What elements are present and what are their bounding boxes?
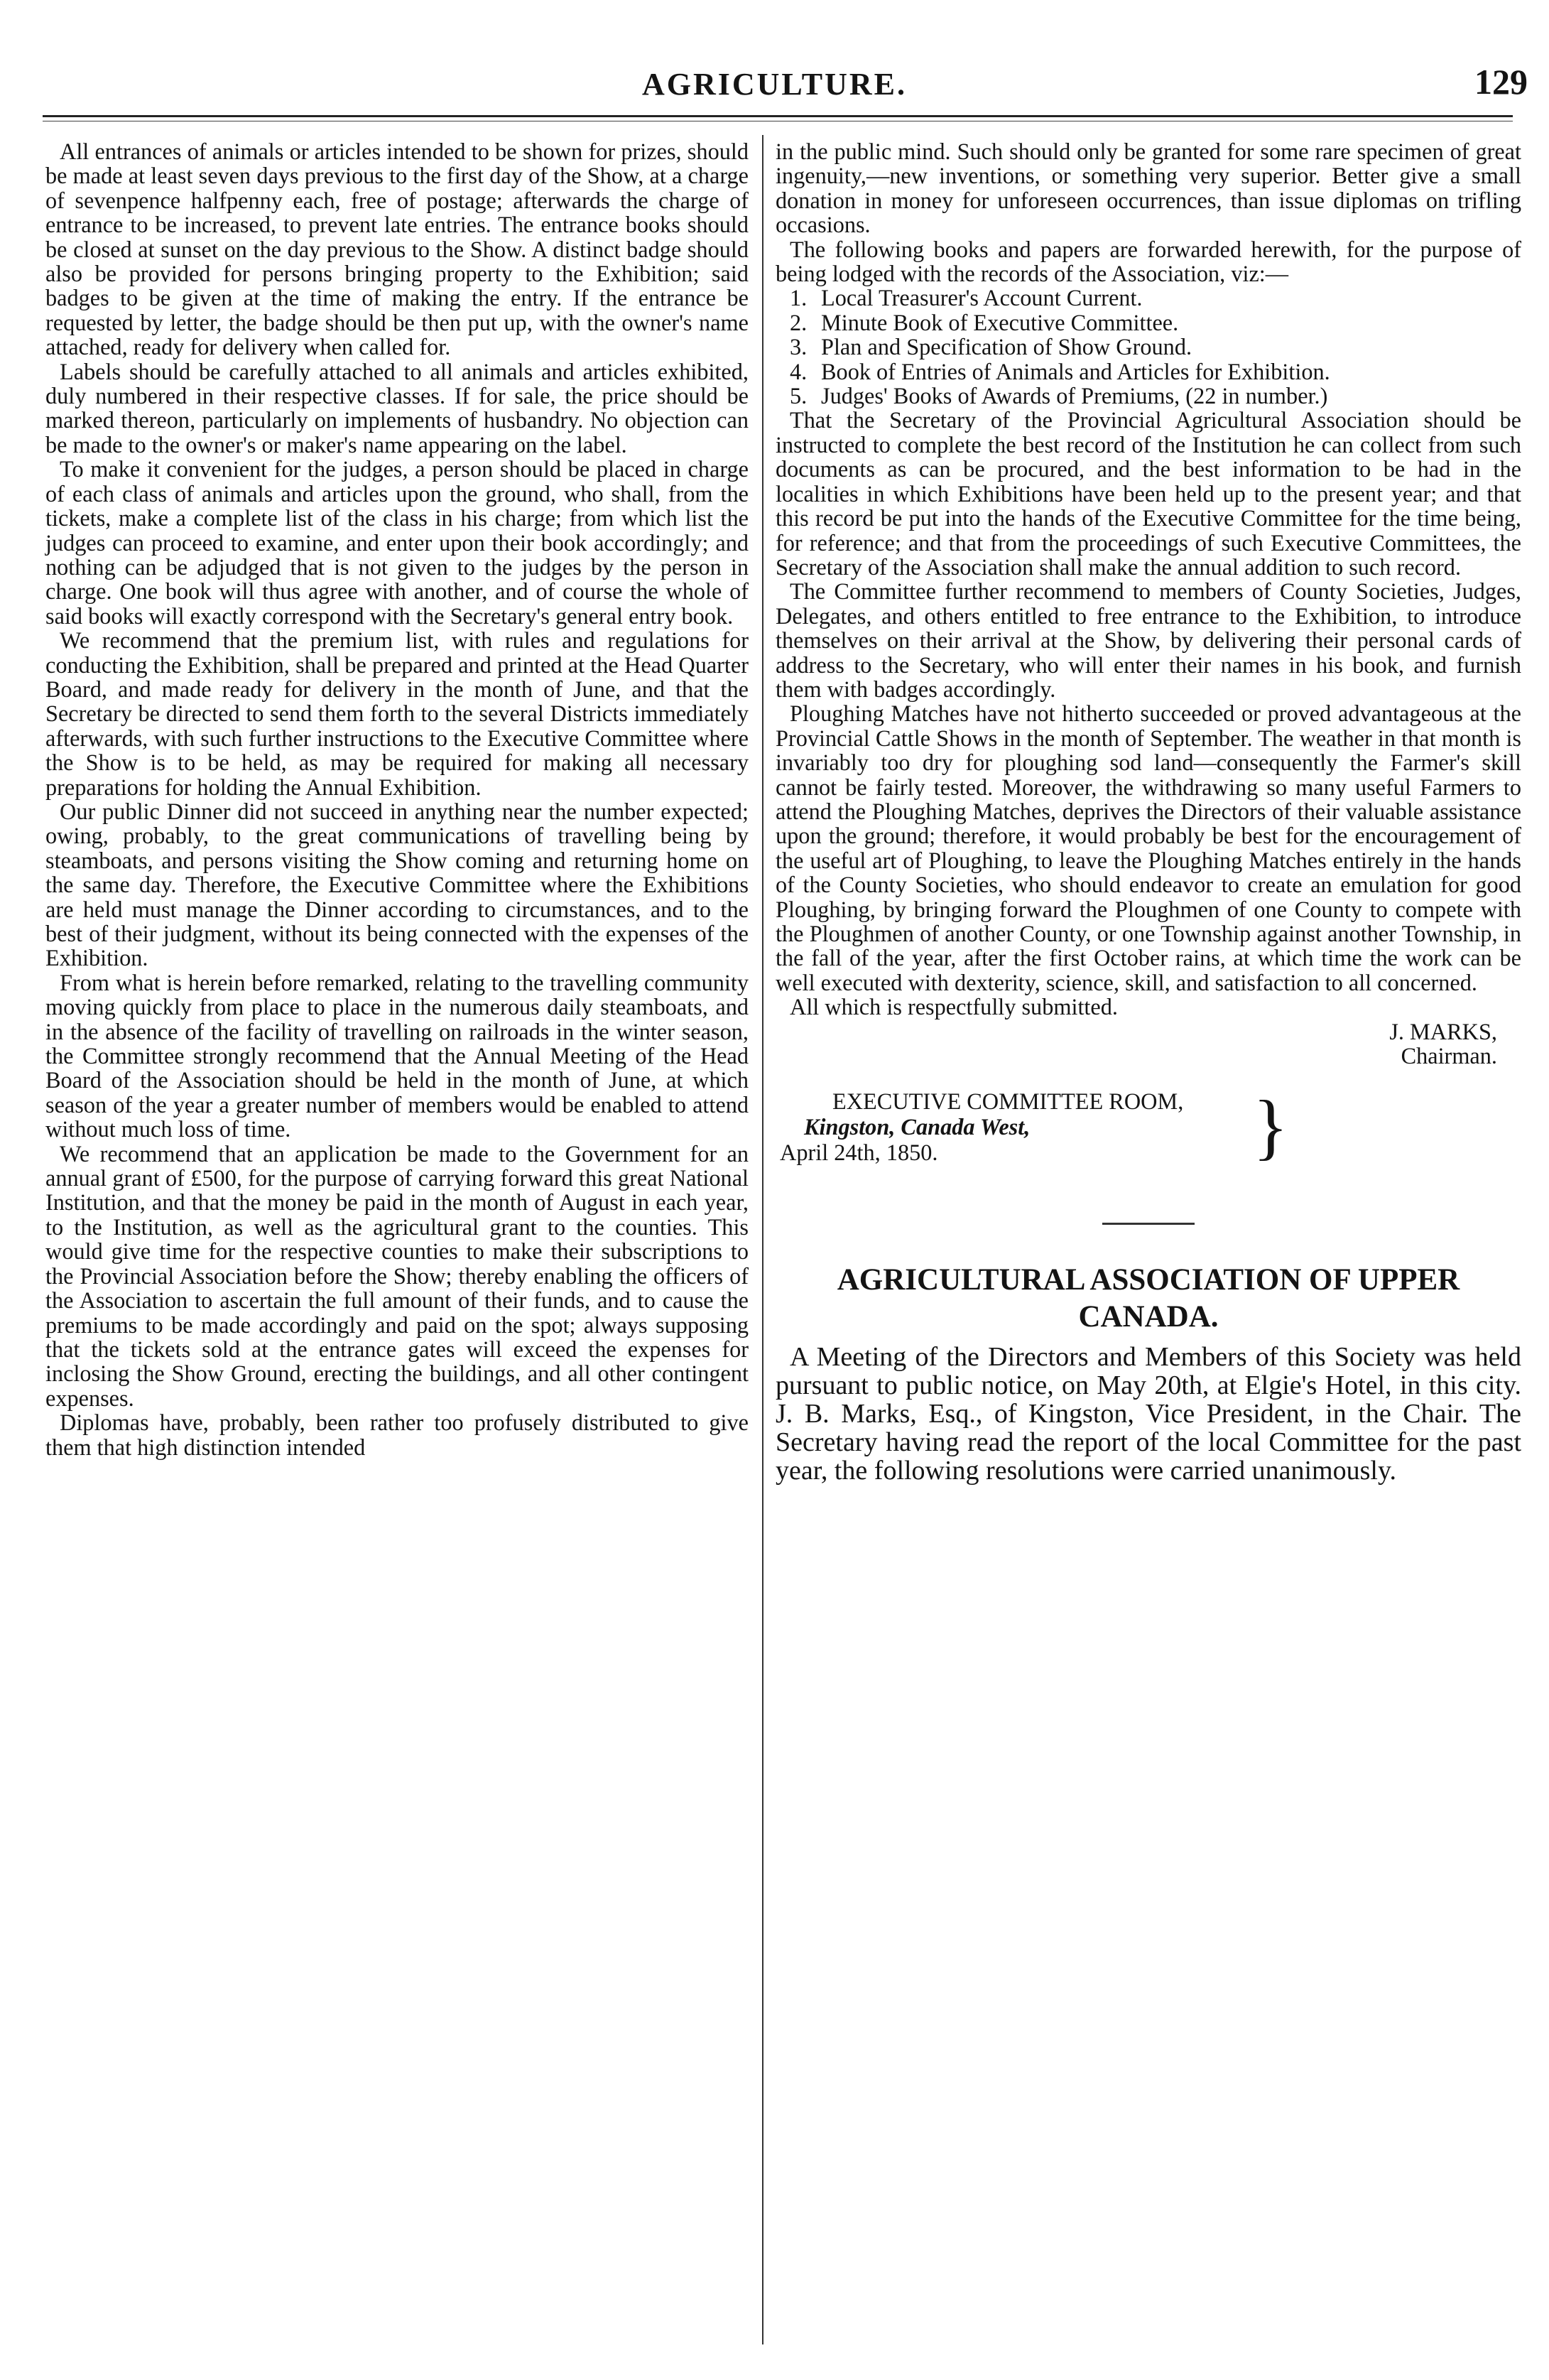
paragraph-secretary-record: That the Secretary of the Provincial Agricultural Association should be instructed to complete the best record of the Institution he can collect from such documents as can be procured, and the best information to be had in the localities in which Exhibitions have been held up to the present year; and that this record be put into the hands of the Executive Committee for the time being, for reference; and that from the proceedings of such Executive Committees, the Secretary of the Association shall make the annual addition to such record. xyxy=(776,407,1521,580)
paragraph-diplomas: Diplomas have, probably, been rather too profusely distributed to give them that high distinction intended xyxy=(45,1410,749,1460)
dateline-room: EXECUTIVE COMMITTEE ROOM, xyxy=(832,1088,1184,1115)
paragraph-books-intro: The following books and papers are forwarded herewith, for the purpose of being lodged with the records of the Association, viz:— xyxy=(776,236,1521,287)
paragraph-submitted: All which is respectfully submitted. xyxy=(790,994,1118,1020)
running-title: AGRICULTURE. xyxy=(641,67,907,102)
dateline-place: Kingston, Canada West, xyxy=(804,1114,1031,1140)
list-item: 1. Local Treasurer's Account Current. xyxy=(790,285,1143,311)
paragraph-premium-list: We recommend that the premium list, with rules and regulations for conducting the Exhibition, shall be prepared and printed at the Head Quarter Board, and made ready for delivery in the month of June, and that the Secretary be directed to send them forth to the several Districts immediately afterwards, with such further instructions to the Executive Committee where the Show is to be held, as may be required for making all necessary preparations for holding the Annual Exhibition. xyxy=(45,627,749,800)
paragraph-annual-meeting: From what is herein before remarked, relating to the travelling community moving quickly from place to place in the numerous daily steamboats, and in the absence of the facility of travelling on railroads in the winter season, the Committee strongly recommend that the Annual Meeting of the Head Board of the Association should be held in the month of June, at which season of the year a greater number of members would be enabled to attend without much loss of time. xyxy=(45,969,749,1142)
left-column xyxy=(45,139,749,1459)
dateline-date: April 24th, 1850. xyxy=(780,1140,938,1166)
paragraph-labels: Labels should be carefully attached to all animals and articles exhibited, duly numbered in their respective classes. If for sale, the price should be marked thereon, particularly on implements of husbandry. No objection can be made to the owner's or maker's name appearing on the label. xyxy=(45,358,749,458)
header-rule-thick xyxy=(43,115,1513,117)
paragraph-judges: To make it convenient for the judges, a person should be placed in charge of each class of animals and articles upon the ground, who shall, from the tickets, make a complete list of the class in his charge; from which list the judges can proceed to examine, and enter upon their book accordingly; and nothing can be adjudged that is not given to the judges by the person in charge. One book will thus agree with another, and of course the whole of said books will exactly correspond with the Secretary's general entry book. xyxy=(45,456,749,629)
column-divider xyxy=(762,135,763,2344)
page-number: 129 xyxy=(1474,62,1528,102)
list-item: 3. Plan and Specification of Show Ground. xyxy=(790,334,1192,360)
paragraph-free-entrance: The Committee further recommend to members of County Societies, Judges, Delegates, and others entitled to free entrance to the Exhibition, to introduce themselves on their arrival at the Show, by delivering their personal cards of address to the Secretary, who will enter their names in his book, and furnish them with badges accordingly. xyxy=(776,578,1521,702)
right-column xyxy=(776,139,1521,1485)
dateline-block xyxy=(776,1086,1521,1168)
signature-title: Chairman. xyxy=(1401,1043,1497,1069)
paragraph-public-dinner: Our public Dinner did not succeed in anything near the number expected; owing, probably, to the great communications of travelling being by steamboats, and persons visiting the Show coming and returning home on the same day. Therefore, the Executive Committee where the Exhibitions are held must manage the Dinner according to circumstances, and to the best of their judgment, without its being connected with the expenses of the Exhibition. xyxy=(45,798,749,971)
section-body xyxy=(776,1343,1521,1485)
signature-name: J. MARKS, xyxy=(1389,1018,1497,1044)
brace-glyph: } xyxy=(1253,1086,1288,1168)
paragraph-entrances: All entrances of animals or articles intended to be shown for prizes, should be made at least seven days previous to the first day of the Show, at a charge of sevenpence halfpenny each, free of postage; afterwards the charge of entrance to be increased, to prevent late entries. The entrance books should be closed at sunset on the day previous to the Show. A distinct badge should also be provided for persons bringing property to the Exhibition; said badges to be given at the time of making the entry. If the entrance be requested by letter, the badge should be then put up, with the owner's name attached, ready for delivery when called for. xyxy=(45,139,749,360)
paragraph-meeting: A Meeting of the Directors and Members of this Society was held pursuant to public notice, on May 20th, at Elgie's Hotel, in this city. J. B. Marks, Esq., of Kingston, Vice President, in the Chair. The Secretary having read the report of the local Committee for the past year, the following resolutions were carried unanimously. xyxy=(776,1342,1521,1486)
paragraph-diplomas-continued: in the public mind. Such should only be granted for some rare specimen of great ingenuity,—new inventions, or something very superior. Better give a small donation in money for unforeseen occurrences, than issue diplomas on trifling occasions. xyxy=(776,139,1521,238)
paragraph-government-grant: We recommend that an application be made to the Government for an annual grant of £500, for the purpose of carrying forward this great National Institution, and that the money be paid in the month of August in each year, to the Institution, as well as the agricultural grant to the counties. This would give time for the respective counties to make their subscriptions to the Provincial Association before the Show; thereby enabling the officers of the Association to ascertain the full amount of their funds, and to cause the premiums to be made accordingly and paid on the spot; always supposing that the tickets sold at the entrance gates will exceed the expenses for inclosing the Show Ground, erecting the buildings, and all other contingent expenses. xyxy=(45,1140,749,1411)
list-item: 4. Book of Entries of Animals and Articles for Exhibition. xyxy=(790,358,1330,384)
records-list xyxy=(776,286,1521,408)
section-heading: AGRICULTURAL ASSOCIATION OF UPPER CANADA. xyxy=(837,1263,1460,1334)
list-item: 5. Judges' Books of Awards of Premiums, (22 in number.) xyxy=(790,383,1328,409)
paragraph-ploughing-matches: Ploughing Matches have not hitherto succeeded or proved advantageous at the Provincial Cattle Shows in the month of September. The weather in that month is invariably too dry for ploughing sod land—consequently the Farmer's skill cannot be fairly tested. Moreover, the withdrawing so many useful Farmers to attend the Ploughing Matches, deprives the Directors of their valuable assistance upon the ground; therefore, it would probably be best for the encouragement of the useful art of Ploughing, to leave the Ploughing Matches entirely in the hands of the County Societies, who should endeavor to create an emulation for good Ploughing, by bringing forward the Ploughmen of one County to compete with the Ploughmen of another County, or one Township against another Township, in the fall of the year, after the first October rains, at which time the work can be well executed with dexterity, science, skill, and satisfaction to all concerned. xyxy=(776,701,1521,995)
list-item: 2. Minute Book of Executive Committee. xyxy=(790,309,1179,335)
section-divider xyxy=(1102,1223,1195,1225)
